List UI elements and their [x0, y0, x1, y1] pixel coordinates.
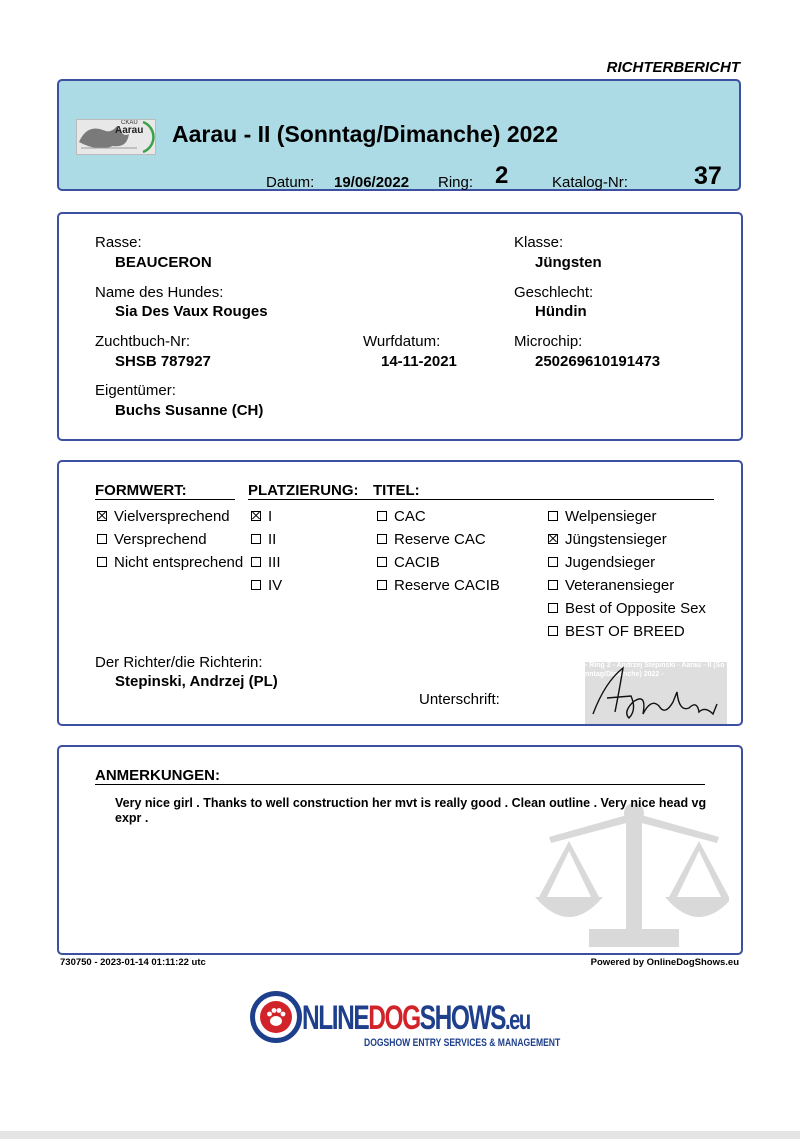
- studbook-label: Zuchtbuch-Nr:: [95, 333, 191, 350]
- checkbox-icon: [548, 511, 558, 521]
- checkbox-checked-icon: [251, 511, 261, 521]
- footer-powered: Powered by OnlineDogShows.eu: [590, 957, 739, 968]
- placement-option: [251, 554, 281, 571]
- formwert-option: [97, 508, 249, 525]
- checkbox-icon: [377, 580, 387, 590]
- brand-wordmark: [302, 998, 530, 1040]
- dog-name-value: Sia Des Vaux Rouges: [115, 303, 268, 320]
- ring-label: Ring:: [438, 174, 474, 191]
- brand-tagline: DOGSHOW ENTRY SERVICES & MANAGEMENT: [364, 1037, 561, 1049]
- formwert-option-label: Vielversprechend: [114, 508, 230, 525]
- checkbox-icon: [97, 557, 107, 567]
- formwert-option-label: Versprechend: [114, 531, 207, 548]
- placement-option-label: IV: [268, 577, 283, 594]
- title-option-label: CAC: [394, 508, 426, 525]
- paw-icon: [250, 991, 302, 1043]
- owner-value: Buchs Susanne (CH): [115, 402, 264, 419]
- date-value: 19/06/2022: [334, 174, 410, 191]
- placement-option: [251, 531, 276, 548]
- dog-name-label: Name des Hundes:: [95, 284, 224, 301]
- chip-value: 250269610191473: [535, 353, 661, 370]
- remarks-card: [57, 745, 743, 955]
- title-option-label: CACIB: [394, 554, 440, 571]
- placement-option: [251, 508, 272, 525]
- award-option-label: Welpensieger: [565, 508, 657, 525]
- placement-option-label: II: [268, 531, 277, 548]
- judge-label: Der Richter/die Richterin:: [95, 654, 263, 671]
- checkbox-checked-icon: [97, 511, 107, 521]
- award-option: [548, 600, 706, 617]
- signature-image: [585, 662, 727, 724]
- checkbox-icon: [548, 580, 558, 590]
- class-label: Klasse:: [514, 234, 564, 251]
- event-title: Aarau - II (Sonntag/Dimanche) 2022: [172, 121, 558, 147]
- title-option: [377, 531, 486, 548]
- bottom-strip: [0, 1131, 800, 1139]
- placement-option: [251, 577, 282, 594]
- signature-watermark: - Ring 2 - Andrzej Stepinski - Aarau - II (Sonntag/Dimanche) 2022 -: [585, 662, 725, 678]
- event-header: [57, 79, 741, 191]
- sex-label: Geschlecht:: [514, 284, 594, 301]
- owner-label: Eigentümer:: [95, 382, 176, 399]
- dob-label: Wurfdatum:: [363, 333, 441, 350]
- formwert-option: [97, 554, 249, 571]
- checkbox-icon: [548, 626, 558, 636]
- checkbox-icon: [251, 580, 261, 590]
- award-option: [548, 508, 656, 525]
- footer-id: 730750 - 2023-01-14 01:11:22 utc: [60, 957, 206, 968]
- ring-value: 2: [495, 162, 509, 189]
- award-option: [548, 577, 674, 594]
- date-label: Datum:: [266, 174, 315, 191]
- checkbox-icon: [251, 534, 261, 544]
- brand-shows: SHOWS: [419, 999, 505, 1037]
- formwert-option-label: Nicht entsprechend: [114, 554, 244, 571]
- title-option: [377, 508, 426, 525]
- catalog-value: 37: [694, 162, 722, 190]
- award-option-label: Veteranensieger: [565, 577, 675, 594]
- breed-value: BEAUCERON: [115, 254, 212, 271]
- title-option: [377, 554, 440, 571]
- checkbox-icon: [548, 557, 558, 567]
- title-heading: TITEL:: [373, 482, 420, 499]
- award-option-label: Jüngstensieger: [565, 531, 667, 548]
- checkbox-icon: [377, 511, 387, 521]
- club-logo: [76, 119, 156, 155]
- award-option: [548, 623, 685, 640]
- sex-value: Hündin: [535, 303, 587, 320]
- award-option: [548, 554, 655, 571]
- catalog-label: Katalog-Nr:: [552, 174, 628, 191]
- dob-value: 14-11-2021: [381, 353, 457, 370]
- judge-value: Stepinski, Andrzej (PL): [115, 673, 278, 690]
- award-option-label: Best of Opposite Sex: [565, 600, 706, 617]
- placement-option-label: III: [268, 554, 281, 571]
- checkbox-icon: [377, 534, 387, 544]
- formwert-heading: FORMWERT:: [95, 482, 187, 499]
- dog-info-card: [57, 212, 743, 441]
- logo-text: Aarau: [115, 125, 144, 136]
- logo-small-text: CKAU: [121, 120, 138, 126]
- formwert-underline: [95, 499, 235, 500]
- placement-option-label: I: [268, 508, 273, 525]
- brand-tld: .eu: [504, 1004, 530, 1035]
- brand-dog: DOG: [368, 999, 420, 1037]
- formwert-option: [97, 531, 249, 548]
- title-option: [377, 577, 500, 594]
- award-option-label: Jugendsieger: [565, 554, 656, 571]
- remarks-underline: [95, 784, 705, 785]
- placement-heading: PLATZIERUNG:: [248, 482, 359, 499]
- signature-label: Unterschrift:: [419, 691, 500, 708]
- breed-label: Rasse:: [95, 234, 142, 251]
- checkbox-checked-icon: [548, 534, 558, 544]
- title-underline: [248, 499, 714, 500]
- remarks-text: Very nice girl . Thanks to well construction her mvt is really good . Clean outline . Very nice head vg expr .: [115, 796, 707, 825]
- studbook-value: SHSB 787927: [115, 353, 211, 370]
- checkbox-icon: [97, 534, 107, 544]
- signature-scribble-icon: [585, 662, 727, 724]
- brand-online: NLINE: [302, 999, 369, 1037]
- title-option-label: Reserve CAC: [394, 531, 486, 548]
- onlinedogshows-logo[interactable]: [250, 990, 561, 1060]
- checkbox-icon: [377, 557, 387, 567]
- checkbox-icon: [251, 557, 261, 567]
- title-option-label: Reserve CACIB: [394, 577, 500, 594]
- class-value: Jüngsten: [535, 254, 602, 271]
- chip-label: Microchip:: [514, 333, 583, 350]
- checkbox-icon: [548, 603, 558, 613]
- award-option: [548, 531, 667, 548]
- award-option-label: BEST OF BREED: [565, 623, 685, 640]
- report-type: RICHTERBERICHT: [606, 59, 740, 76]
- evaluation-card: [57, 460, 743, 726]
- remarks-heading: ANMERKUNGEN:: [95, 767, 220, 784]
